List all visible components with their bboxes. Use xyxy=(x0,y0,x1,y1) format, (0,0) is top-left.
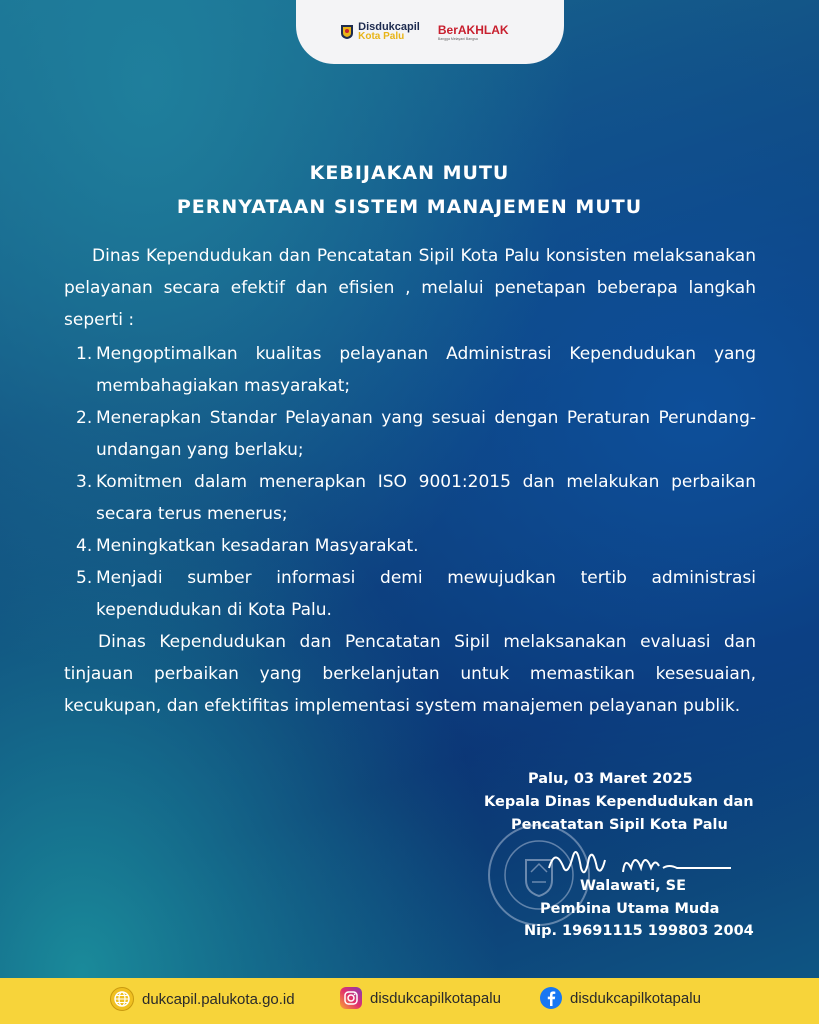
steps-list xyxy=(64,338,756,626)
signature-place-date: Palu, 03 Maret 2025 xyxy=(528,771,693,787)
list-item-number: 1. xyxy=(76,344,93,364)
footer-facebook[interactable] xyxy=(540,987,701,1009)
contact-footer xyxy=(0,978,819,1024)
list-item-number: 4. xyxy=(76,536,93,556)
list-item-number: 3. xyxy=(76,472,93,492)
list-item-number: 2. xyxy=(76,408,93,428)
signature-nip: Nip. 19691115 199803 2004 xyxy=(524,923,754,939)
footer-website[interactable] xyxy=(110,987,295,1011)
logo-left-line1: Disdukcapil xyxy=(358,21,420,33)
signature-name: Walawati, SE xyxy=(580,878,687,894)
closing-paragraph: Dinas Kependudukan dan Pencatatan Sipil melaksanakan evaluasi dan tinjauan perbaikan yang berkelanjutan untuk memastikan kesesuaian, kecukupan, dan efektifitas implementasi system manajemen pelayanan publik. xyxy=(64,632,756,716)
footer-website-text: dukcapil.palukota.go.id xyxy=(142,990,295,1008)
disdukcapil-logo xyxy=(340,22,420,42)
intro-paragraph: Dinas Kependudukan dan Pencatatan Sipil Kota Palu konsisten melaksanakan pelayanan secara efektif dan efisien , melalui penetapan beberapa langkah seperti : xyxy=(64,246,756,330)
footer-facebook-text: disdukcapilkotapalu xyxy=(570,989,701,1007)
signature-position-line2: Pencatatan Sipil Kota Palu xyxy=(511,817,728,833)
heading-line1: KEBIJAKAN MUTU xyxy=(309,162,510,184)
logo-right-tagline: Bangga Melayani Bangsa xyxy=(437,36,478,41)
footer-instagram-text: disdukcapilkotapalu xyxy=(370,989,501,1007)
list-item-number: 5. xyxy=(76,568,93,588)
disdukcapil-emblem-icon xyxy=(340,24,354,40)
list-item-text: Menerapkan Standar Pelayanan yang sesuai dengan Peraturan Perundang-undangan yang berlaku; xyxy=(96,408,756,460)
berakhlak-logo xyxy=(438,24,520,41)
footer-instagram[interactable] xyxy=(340,987,501,1009)
list-item xyxy=(64,562,756,626)
list-item-text: Menjadi sumber informasi demi mewujudkan tertib administrasi kependudukan di Kota Palu. xyxy=(96,568,756,620)
signature-rank: Pembina Utama Muda xyxy=(540,901,720,917)
list-item-text: Mengoptimalkan kualitas pelayanan Administrasi Kependudukan yang membahagiakan masyarakat; xyxy=(96,344,756,396)
globe-icon xyxy=(110,987,134,1011)
facebook-icon xyxy=(540,987,562,1009)
list-item xyxy=(64,338,756,402)
logo-header xyxy=(296,0,564,64)
signature-position-line1: Kepala Dinas Kependudukan dan xyxy=(484,794,754,810)
logo-right-title: BerAKHLAK xyxy=(437,22,509,37)
list-item xyxy=(64,466,756,530)
list-item xyxy=(64,530,756,562)
logo-left-line2: Kota Palu xyxy=(358,31,405,42)
heading-line2: PERNYATAAN SISTEM MANAJEMEN MUTU xyxy=(176,196,643,218)
instagram-icon xyxy=(340,987,362,1009)
list-item-text: Meningkatkan kesadaran Masyarakat. xyxy=(96,536,419,556)
list-item-text: Komitmen dalam menerapkan ISO 9001:2015 dan melakukan perbaikan secara terus menerus; xyxy=(96,472,756,524)
list-item xyxy=(64,402,756,466)
